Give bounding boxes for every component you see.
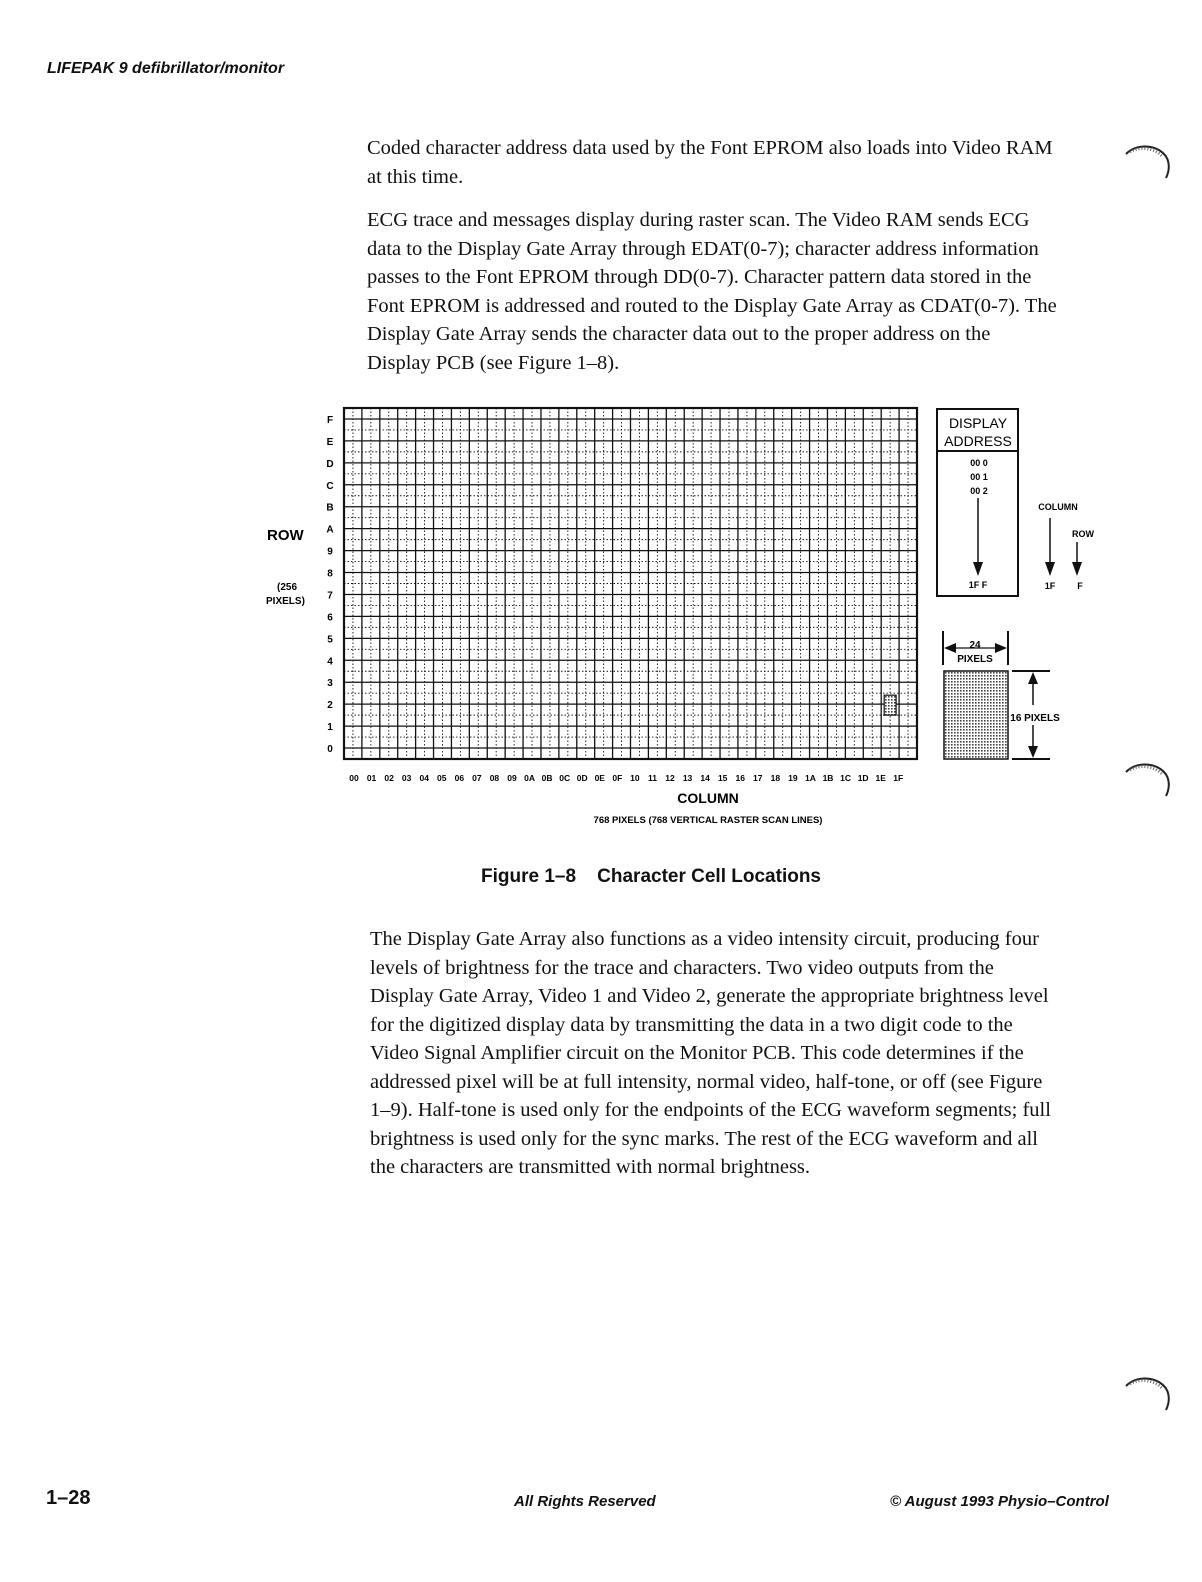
row-pixels-label-2: PIXELS) <box>266 596 305 607</box>
column-tick-12: 12 <box>665 773 675 783</box>
address-end: 1F F <box>968 580 988 590</box>
binder-tab-mark-3 <box>1124 1372 1172 1412</box>
column-tick-0A: 0A <box>524 773 535 783</box>
legend-row-label: ROW <box>1072 529 1094 539</box>
address-arrow-head <box>973 562 983 576</box>
column-tick-1D: 1D <box>857 773 869 783</box>
page-number: 1–28 <box>46 1487 91 1509</box>
column-tick-13: 13 <box>682 773 693 783</box>
row-pixels-label-1: (256 <box>277 582 298 593</box>
legend-row-end: F <box>1077 581 1083 591</box>
column-tick-15: 15 <box>717 773 728 783</box>
column-tick-1A: 1A <box>805 773 816 783</box>
paragraph-raster-scan: ECG trace and messages display during raster scan. The Video RAM sends ECG data to the Display Gate Array through EDAT(0-7); character address information passes to the Font EPROM through DD(0-7). Character pattern data stored in the Font EPROM is addressed and routed to the Display Gate Array as CDAT(0-7). The Display Gate Array sends the character data out to the proper address on the Display PCB (see Figure 1–8). <box>367 209 1057 374</box>
row-tick-C: C <box>326 480 334 492</box>
legend-row-arrow-head <box>1072 562 1082 576</box>
column-tick-1E: 1E <box>875 773 886 783</box>
row-tick-0: 0 <box>327 744 333 756</box>
column-tick-06: 06 <box>454 773 465 783</box>
legend-column-end: 1F <box>1044 581 1056 591</box>
address-000: 00 0 <box>970 458 988 468</box>
cell-width-dimension <box>943 631 1008 665</box>
row-tick-E: E <box>326 436 334 448</box>
column-tick-01: 01 <box>366 773 377 783</box>
column-tick-labels <box>349 773 903 783</box>
cell-width-value: 24 <box>969 640 981 651</box>
enlarged-character-cell <box>944 671 1008 759</box>
highlighted-cell <box>884 695 896 715</box>
row-tick-8: 8 <box>327 568 333 580</box>
column-tick-14: 14 <box>700 773 710 783</box>
column-tick-1F: 1F <box>893 773 904 783</box>
legend-column-label: COLUMN <box>1038 502 1078 512</box>
row-tick-1: 1 <box>327 722 333 734</box>
row-tick-labels <box>326 415 333 755</box>
column-axis-label: COLUMN <box>677 790 739 806</box>
footer-copyright: © August 1993 Physio–Control <box>890 1493 1109 1510</box>
column-tick-18: 18 <box>770 773 781 783</box>
row-tick-D: D <box>326 458 334 470</box>
column-tick-10: 10 <box>630 773 640 783</box>
footer-rights: All Rights Reserved <box>514 1493 656 1510</box>
row-tick-5: 5 <box>327 634 333 646</box>
cell-width-unit: PIXELS <box>957 654 993 665</box>
display-address-title-2: ADDRESS <box>944 433 1012 449</box>
row-tick-7: 7 <box>327 590 333 602</box>
column-tick-08: 08 <box>489 773 500 783</box>
row-tick-3: 3 <box>327 678 333 690</box>
row-tick-4: 4 <box>327 656 333 668</box>
display-address-title-1: DISPLAY <box>948 415 1008 431</box>
figure-caption: Figure 1–8 Character Cell Locations <box>481 866 821 887</box>
row-tick-6: 6 <box>327 612 333 624</box>
column-tick-11: 11 <box>647 773 657 783</box>
column-tick-02: 02 <box>384 773 394 783</box>
paragraph-font-eprom: Coded character address data used by the Font EPROM also loads into Video RAM at this time. <box>367 137 1053 188</box>
column-tick-0B: 0B <box>541 773 553 783</box>
column-tick-07: 07 <box>472 773 482 783</box>
cell-height-label: 16 PIXELS <box>1010 713 1060 724</box>
binder-tab-mark-2 <box>1124 758 1172 798</box>
column-tick-16: 16 <box>735 773 745 783</box>
column-tick-0C: 0C <box>559 773 571 783</box>
column-tick-0D: 0D <box>576 773 588 783</box>
column-tick-00: 00 <box>349 773 359 783</box>
column-tick-03: 03 <box>401 773 412 783</box>
column-tick-0F: 0F <box>612 773 623 783</box>
row-tick-F: F <box>326 414 334 426</box>
row-tick-B: B <box>326 502 334 514</box>
character-grid <box>344 408 917 759</box>
row-tick-A: A <box>326 524 334 536</box>
legend-column-arrow-head <box>1045 562 1055 576</box>
row-tick-2: 2 <box>327 700 333 712</box>
column-tick-19: 19 <box>788 773 798 783</box>
row-tick-9: 9 <box>327 546 333 558</box>
column-tick-05: 05 <box>437 773 447 783</box>
column-pixels-label: 768 PIXELS (768 VERTICAL RASTER SCAN LINES) <box>593 815 823 826</box>
column-tick-09: 09 <box>507 773 517 783</box>
column-tick-0E: 0E <box>594 773 605 783</box>
column-tick-1B: 1B <box>822 773 834 783</box>
column-tick-17: 17 <box>753 773 763 783</box>
row-axis-label: ROW <box>267 527 304 544</box>
address-002: 00 2 <box>970 486 988 496</box>
address-001: 00 1 <box>970 472 988 482</box>
binder-tab-mark-1 <box>1124 140 1172 180</box>
paragraph-video-intensity: The Display Gate Array also functions as a video intensity circuit, producing four levels of brightness for the trace and characters. Two video outputs from the Display Gate Array, Video 1 and Video 2, generate the appropriate brightness level for the digitized display data by transmitting the data in a two digit code to the Video Signal Amplifier circuit on the Monitor PCB. This code determines if the addressed pixel will be at full intensity, normal video, half-tone, or off (see Figure 1–9). Half-tone is used only for the endpoints of the ECG waveform segments; full brightness is used only for the sync marks. The rest of the ECG waveform and all the characters are transmitted with normal brightness. <box>370 928 1051 1178</box>
display-address-box <box>937 409 1018 596</box>
column-tick-1C: 1C <box>840 773 852 783</box>
column-tick-04: 04 <box>419 773 429 783</box>
cell-height-dimension <box>1010 671 1060 759</box>
running-header: LIFEPAK 9 defibrillator/monitor <box>47 60 285 77</box>
